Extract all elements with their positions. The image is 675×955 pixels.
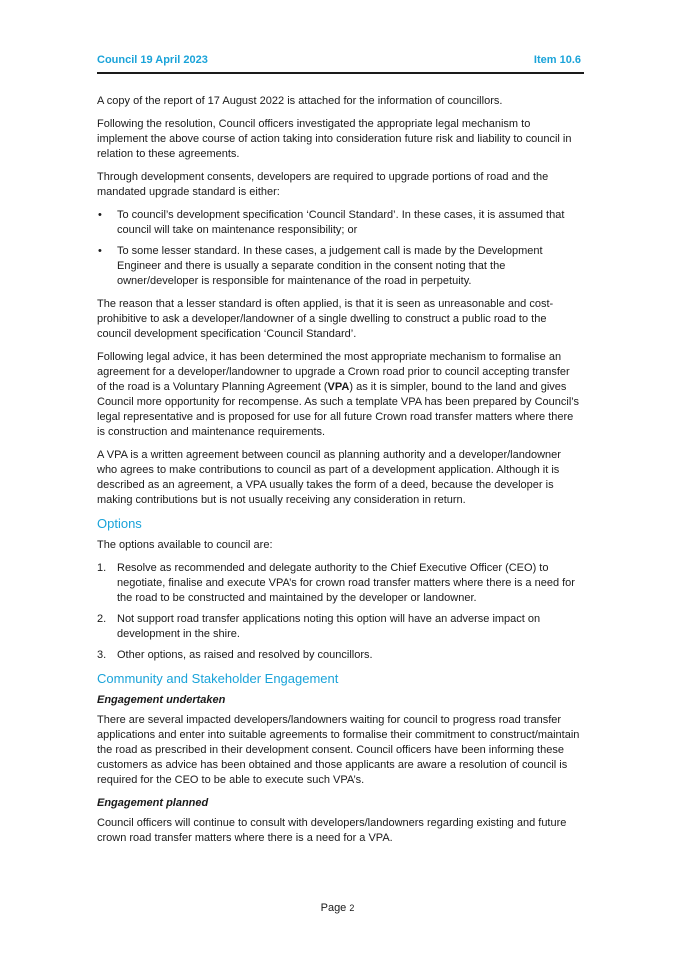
engagement-undertaken-text: There are several impacted developers/landowners waiting for council to progress road transfer applications and enter into suitable agreements to formalise their commitment to construct/maintain the road as prescribed in their development consent. Council officers have been informing these customers as advice has been obtained and those applicants are aware a resolution of council is required for the CEO to be able to execute such VPA’s.	[97, 714, 580, 786]
page-number: 2	[349, 903, 355, 913]
engagement-heading: Community and Stakeholder Engagement	[97, 671, 339, 686]
page-content	[97, 94, 581, 854]
page-footer	[0, 902, 675, 914]
legal-advice-text: Following legal advice, it has been determined the most appropriate mechanism to formalise an agreement for a developer/landowner to upgrade a Crown road prior to council accepting transfer of the road is a Voluntary Planning Agreement (	[97, 351, 570, 393]
paragraph-attachment: A copy of the report of 17 August 2022 is attached for the information of councillors.	[97, 95, 503, 107]
paragraph-vpa-definition: A VPA is a written agreement between council as planning authority and a developer/landowner who agrees to make contributions to council as part of a development application. Although it is described as an agreement, a VPA usually takes the form of a deed, because the developer is making contributions but is not usually receiving any consideration in return.	[97, 449, 561, 506]
options-intro: The options available to council are:	[97, 539, 273, 551]
legal-advice-text-continued: ) as it is simpler, bound to the land and gives Council more opportunity for recompense. As such a template VPA has been prepared by Council’s legal representative and is proposed for use for all future Crown road transfer matters where there is construction and maintenance requirements.	[97, 381, 580, 438]
header-divider	[97, 72, 584, 74]
engagement-planned-heading: Engagement planned	[97, 797, 209, 809]
options-list	[97, 561, 581, 663]
list-item	[97, 648, 581, 663]
option-text: Other options, as raised and resolved by councillors.	[117, 649, 373, 661]
engagement-undertaken-heading: Engagement undertaken	[97, 694, 226, 706]
vpa-abbreviation: VPA	[327, 381, 350, 393]
standards-list	[97, 208, 581, 289]
paragraph-lesser-standard: The reason that a lesser standard is often applied, is that it is seen as unreasonable and cost-prohibitive to ask a developer/landowner of a single dwelling to construct a public road to the council development specification ‘Council Standard’.	[97, 298, 554, 340]
option-text: Resolve as recommended and delegate authority to the Chief Executive Officer (CEO) to negotiate, finalise and execute VPA’s for crown road transfer matters where there is a need for the road to be constructed and maintained by the developer or landowner.	[117, 562, 575, 604]
engagement-planned-text: Council officers will continue to consult with developers/landowners regarding existing and future crown road transfer matters where there is a need for a VPA.	[97, 817, 567, 844]
item-number: Item 10.6	[533, 54, 581, 66]
page-header	[97, 54, 581, 66]
page-label: Page	[320, 902, 347, 914]
option-number: 3.	[97, 649, 107, 661]
paragraph-consents: Through development consents, developers are required to upgrade portions of road and the mandated upgrade standard is either:	[97, 171, 549, 198]
option-number: 2.	[97, 613, 107, 625]
list-item: • To some lesser standard. In these cases, a judgement call is made by the Development Engineer and there is usually a separate condition in the consent noting that the owner/developer is responsible for maintenance of the road in perpetuity.	[97, 244, 581, 289]
list-item	[97, 561, 581, 606]
list-item: • To council’s development specification ‘Council Standard’. In these cases, it is assumed that council will take on maintenance responsibility; or	[97, 208, 581, 238]
option-text: Not support road transfer applications noting this option will have an adverse impact on development in the shire.	[117, 613, 541, 640]
paragraph-legal-advice	[97, 350, 581, 440]
list-item	[97, 612, 581, 642]
paragraph-resolution: Following the resolution, Council officers investigated the appropriate legal mechanism to implement the above course of action taking into consideration future risk and liability to council in relation to these agreements.	[97, 118, 572, 160]
meeting-date: Council 19 April 2023	[97, 54, 208, 66]
options-heading: Options	[97, 516, 142, 531]
option-number: 1.	[97, 562, 107, 574]
